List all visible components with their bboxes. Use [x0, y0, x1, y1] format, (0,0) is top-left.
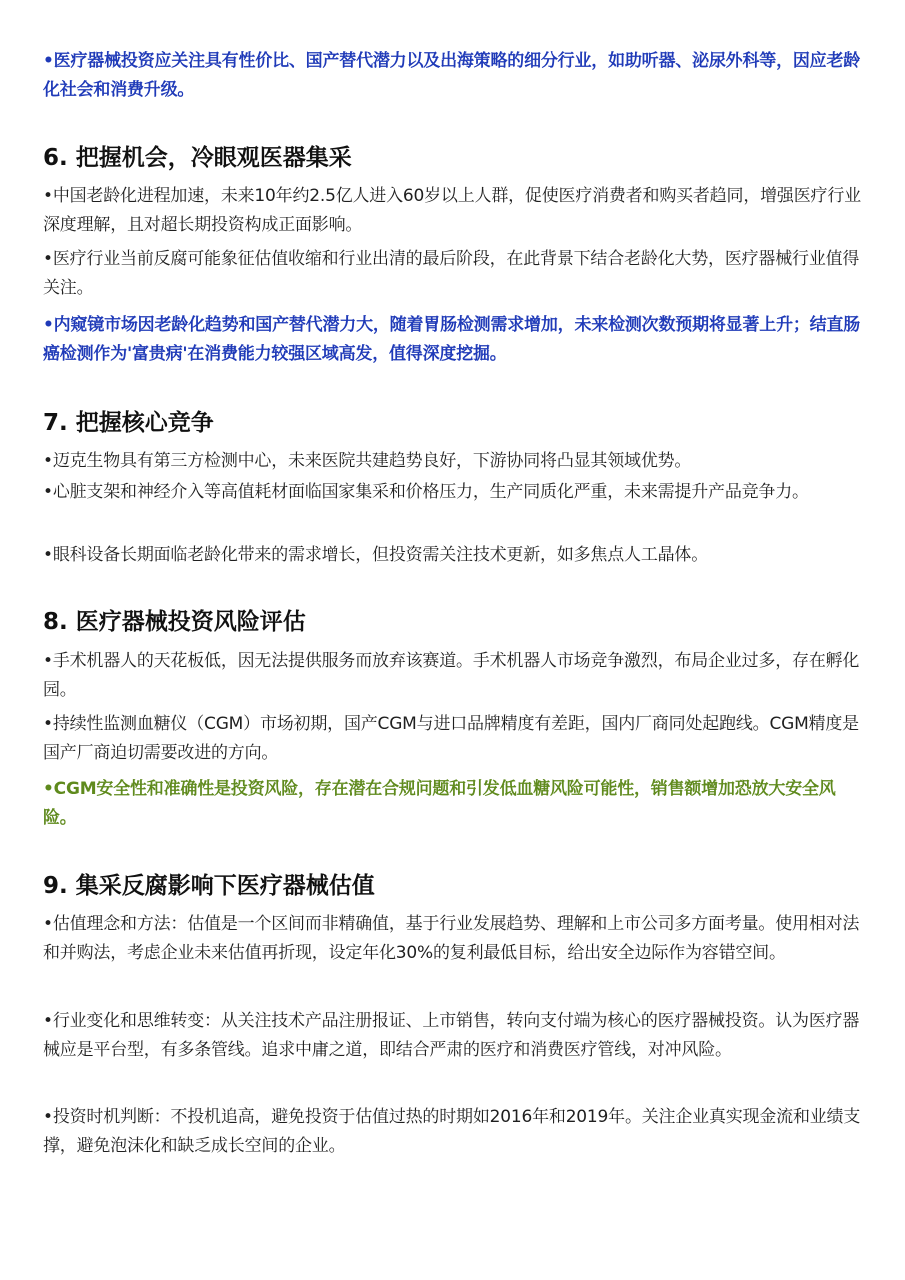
section-7-para-2: •心脏支架和神经介入等高值耗材面临国家集采和价格压力，生产同质化严重，未来需提升产品竞争力。	[43, 482, 809, 502]
section-8-heading: 8. 医疗器械投资风险评估	[43, 609, 306, 635]
section-6-para-1: •中国老龄化进程加速，未来10年约2.5亿人进入60岁以上人群，促使医疗消费者和购买者趋同，增强医疗行业深度理解，且对超长期投资构成正面影响。	[43, 186, 861, 235]
section-6-heading: 6. 把握机会，冷眼观医器集采	[43, 145, 352, 171]
section-9-para-3: •投资时机判断：不投机追高，避免投资于估值过热的时期如2016年和2019年。关注企业真实现金流和业绩支撑，避免泡沫化和缺乏成长空间的企业。	[43, 1107, 861, 1156]
section-7-heading: 7. 把握核心竞争	[43, 410, 214, 436]
section-8-para-1: •手术机器人的天花板低，因无法提供服务而放弃该赛道。手术机器人市场竞争激烈，布局企业过多，存在孵化园。	[43, 651, 860, 700]
section-6-para-2: •医疗行业当前反腐可能象征估值收缩和行业出清的最后阶段，在此背景下结合老龄化大势，医疗器械行业值得关注。	[43, 249, 860, 298]
section-8-para-3: •CGM安全性和准确性是投资风险，存在潜在合规问题和引发低血糖风险可能性，销售额增加恐放大安全风险。	[43, 779, 836, 828]
intro-highlight: •医疗器械投资应关注具有性价比、国产替代潜力以及出海策略的细分行业，如助听器、泌尿外科等，因应老龄化社会和消费升级。	[43, 51, 861, 100]
section-9-para-1: •估值理念和方法：估值是一个区间而非精确值，基于行业发展趋势、理解和上市公司多方面考量。使用相对法和并购法，考虑企业未来估值再折现，设定年化30%的复利最低目标，给出安全边际作为容错空间。	[43, 914, 860, 963]
section-8-para-2: •持续性监测血糖仪（CGM）市场初期，国产CGM与进口品牌精度有差距，国内厂商同处起跑线。CGM精度是国产厂商迫切需要改进的方向。	[43, 714, 859, 763]
section-7-para-1: •迈克生物具有第三方检测中心，未来医院共建趋势良好，下游协同将凸显其领域优势。	[43, 451, 692, 471]
section-9-para-2: •行业变化和思维转变：从关注技术产品注册报证、上市销售，转向支付端为核心的医疗器械投资。认为医疗器械应是平台型，有多条管线。追求中庸之道，即结合严肃的医疗和消费医疗管线，对冲风险。	[43, 1011, 860, 1060]
section-6-para-3: •内窥镜市场因老龄化趋势和国产替代潜力大，随着胃肠检测需求增加，未来检测次数预期将显著上升；结直肠癌检测作为'富贵病'在消费能力较强区域高发，值得深度挖掘。	[43, 315, 861, 364]
section-9-heading: 9. 集采反腐影响下医疗器械估值	[43, 873, 375, 899]
section-7-para-3: •眼科设备长期面临老龄化带来的需求增长，但投资需关注技术更新，如多焦点人工晶体。	[43, 545, 709, 565]
